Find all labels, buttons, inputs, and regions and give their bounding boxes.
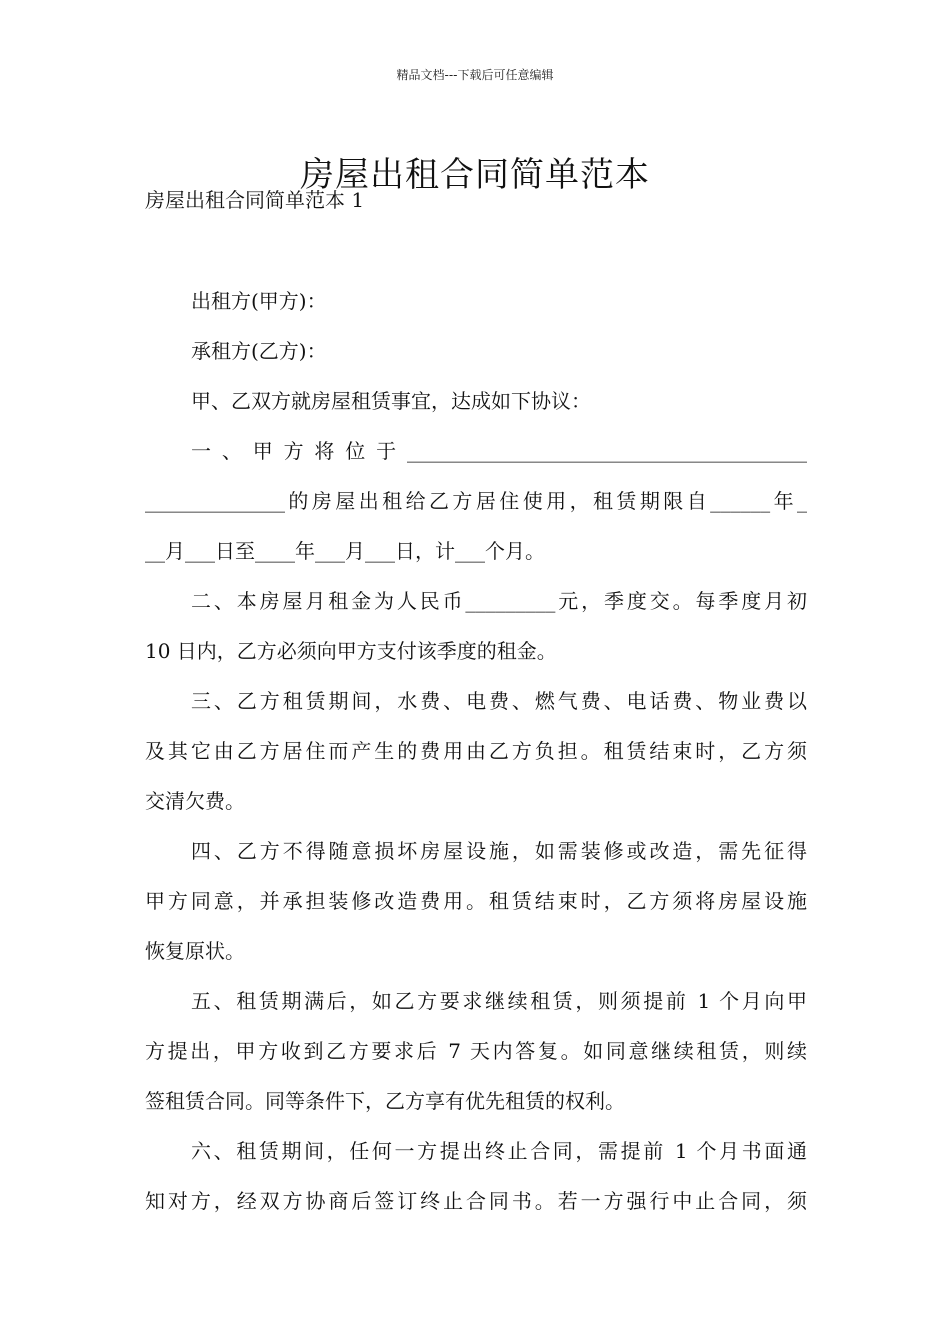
clause-6-line-1: 六、租赁期间，任何一方提出终止合同，需提前 1 个月书面通	[191, 1139, 807, 1163]
agreement-intro: 甲、乙双方就房屋租赁事宜，达成如下协议：	[191, 389, 591, 413]
clause-4-line-3: 恢复原状。	[145, 939, 245, 963]
clause-1-line-2: ______________的房屋出租给乙方居住使用，租赁期限自______年_	[145, 489, 807, 513]
clause-2-line-1: 二、本房屋月租金为人民币_________元，季度交。每季度月初	[191, 589, 807, 613]
clause-5-line-3: 签租赁合同。同等条件下，乙方享有优先租赁的权利。	[145, 1089, 625, 1113]
clause-1-line-1: 一、甲方将位于________________________________________	[191, 439, 807, 463]
header-note: 精品文档---下载后可任意编辑	[396, 68, 554, 82]
contract-body	[145, 285, 807, 1235]
clause-3-line-1: 三、乙方租赁期间，水费、电费、燃气费、电话费、物业费以	[191, 689, 807, 713]
document-title: 房屋出租合同简单范本	[300, 154, 650, 195]
clause-2-line-2: 10 日内，乙方必须向甲方支付该季度的租金。	[145, 639, 557, 663]
clause-5-line-2: 方提出，甲方收到乙方要求后 7 天内答复。如同意继续租赁，则续	[145, 1039, 807, 1063]
clause-1-line-3: __月___日至____年___月___日，计___个月。	[145, 539, 545, 563]
clause-5-line-1: 五、租赁期满后，如乙方要求继续租赁，则须提前 1 个月向甲	[191, 989, 807, 1013]
clause-3-line-2: 及其它由乙方居住而产生的费用由乙方负担。租赁结束时，乙方须	[145, 739, 807, 763]
clause-3-line-3: 交清欠费。	[145, 789, 245, 813]
document-subtitle: 房屋出租合同简单范本 1	[145, 188, 365, 212]
clause-6-line-2: 知对方，经双方协商后签订终止合同书。若一方强行中止合同，须	[145, 1189, 807, 1213]
lessor-line: 出租方(甲方)：	[191, 289, 327, 313]
clause-4-line-2: 甲方同意，并承担装修改造费用。租赁结束时，乙方须将房屋设施	[145, 889, 807, 913]
clause-4-line-1: 四、乙方不得随意损坏房屋设施，如需装修或改造，需先征得	[191, 839, 807, 863]
lessee-line: 承租方(乙方)：	[191, 339, 327, 363]
